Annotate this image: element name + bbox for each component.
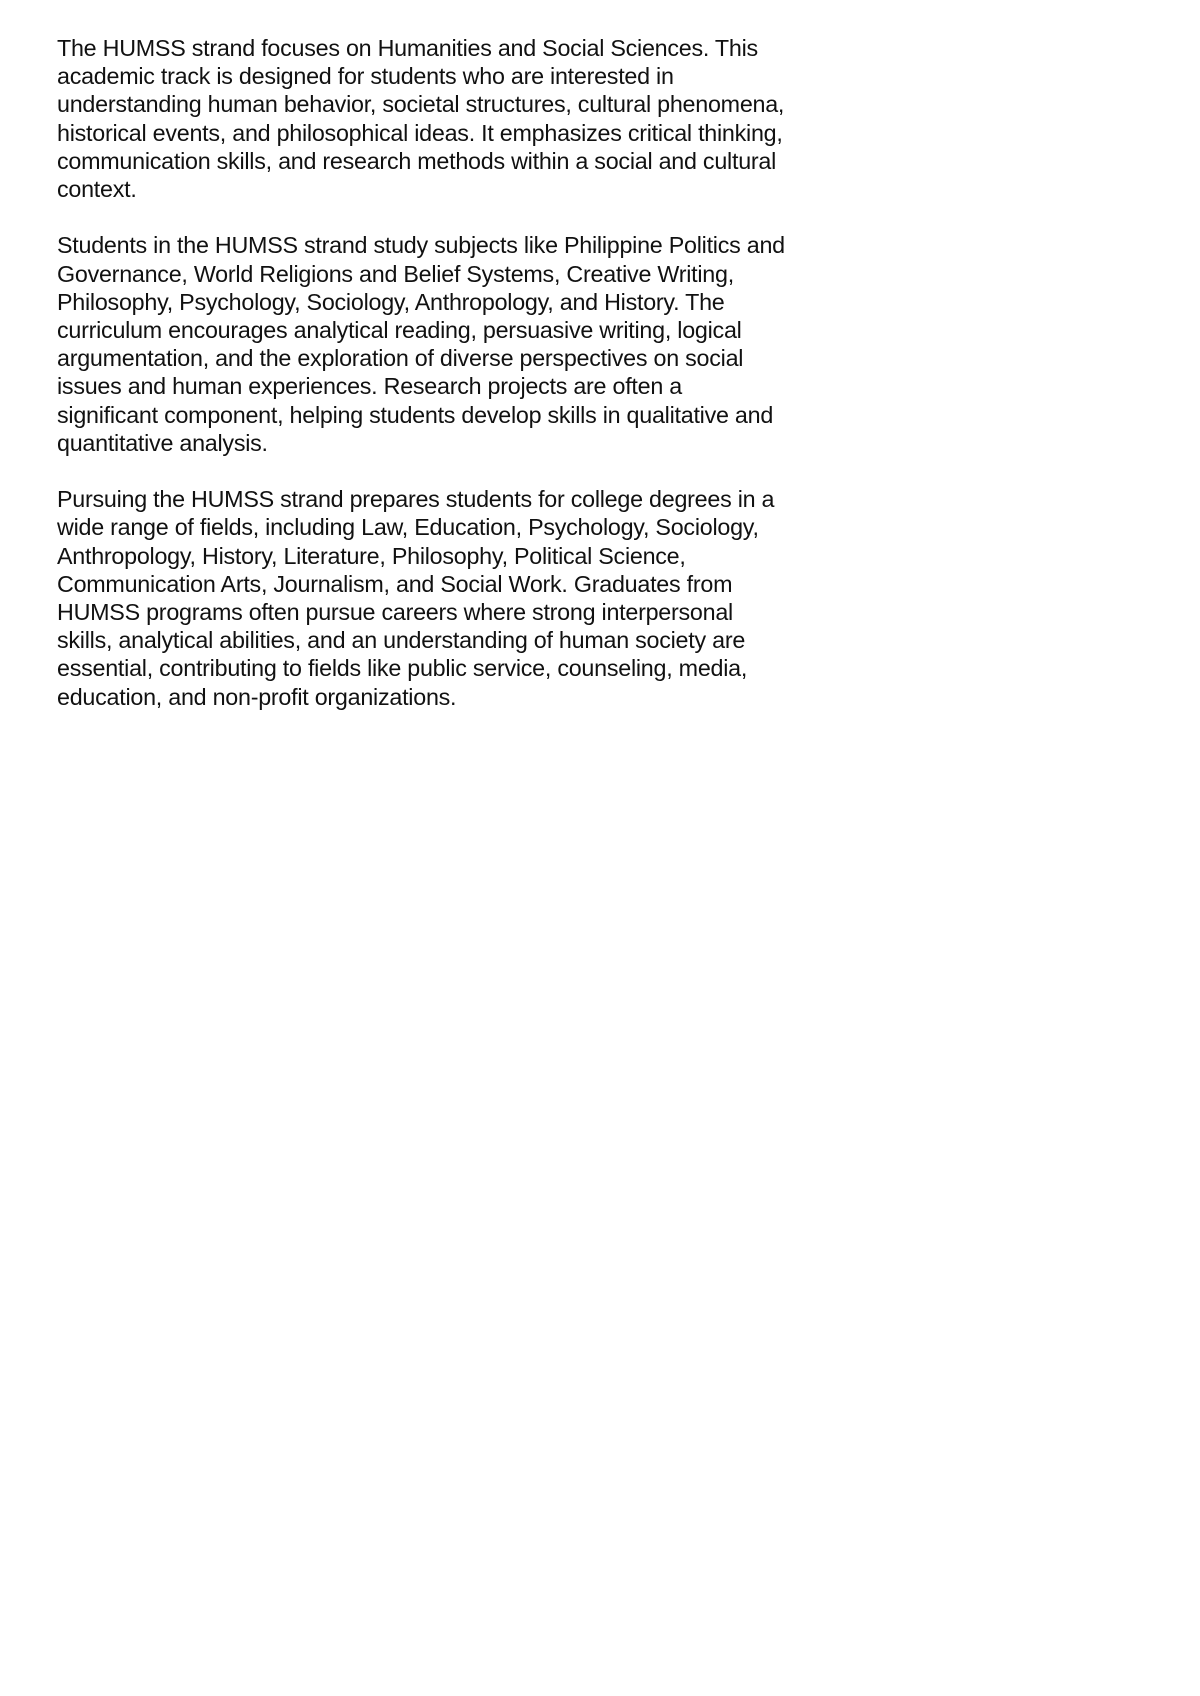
text-line: quantitative analysis. [57,429,268,456]
text-line: skills, analytical abilities, and an understanding of human society are [57,627,746,654]
text-line: historical events, and philosophical ideas. It emphasizes critical thinking, [57,119,783,146]
text-line: education, and non-profit organizations. [57,683,457,710]
text-line: Students in the HUMSS strand study subjects like Philippine Politics and [57,232,785,259]
document-body [57,34,847,739]
text-line: issues and human experiences. Research projects are often a [57,373,682,400]
text-line: context. [57,176,137,203]
text-line: curriculum encourages analytical reading, persuasive writing, logical [57,317,742,344]
text-line: communication skills, and research methods within a social and cultural [57,147,777,174]
text-line: essential, contributing to fields like public service, counseling, media, [57,655,748,682]
text-line: HUMSS programs often pursue careers where strong interpersonal [57,599,733,626]
text-line: academic track is designed for students who are interested in [57,63,674,90]
text-line: argumentation, and the exploration of diverse perspectives on social [57,345,744,372]
paragraph-1 [57,34,847,203]
text-line: Governance, World Religions and Belief Systems, Creative Writing, [57,260,734,287]
text-line: wide range of fields, including Law, Education, Psychology, Sociology, [57,514,759,541]
text-line: understanding human behavior, societal structures, cultural phenomena, [57,91,785,118]
text-line: Philosophy, Psychology, Sociology, Anthropology, and History. The [57,288,725,315]
text-line: The HUMSS strand focuses on Humanities and Social Sciences. This [57,35,758,61]
text-line: significant component, helping students develop skills in qualitative and [57,401,774,428]
text-line: Anthropology, History, Literature, Philosophy, Political Science, [57,542,686,569]
text-line: Pursuing the HUMSS strand prepares students for college degrees in a [57,486,775,513]
text-line: Communication Arts, Journalism, and Social Work. Graduates from [57,570,733,597]
paragraph-2 [57,231,847,457]
paragraph-3 [57,485,847,711]
